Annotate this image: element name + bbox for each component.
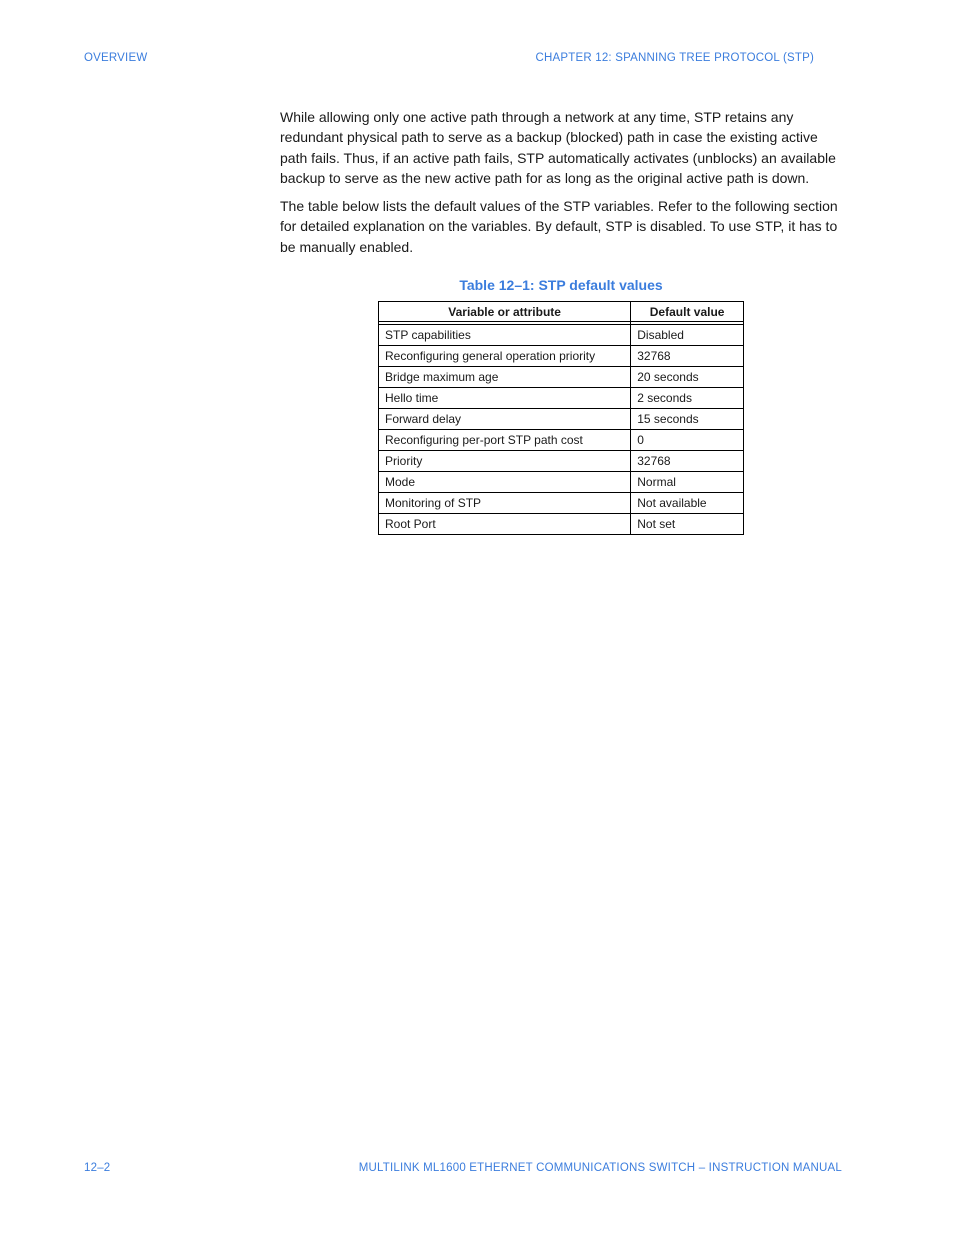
stp-defaults-table <box>378 301 744 535</box>
table-caption: Table 12–1: STP default values <box>459 277 663 293</box>
table-cell-value: 15 seconds <box>631 409 744 430</box>
running-header-section: OVERVIEW <box>84 52 148 64</box>
table-row <box>379 430 744 451</box>
table-cell-value: 32768 <box>631 451 744 472</box>
table-cell-variable: Hello time <box>379 388 631 409</box>
body-paragraph-1: While allowing only one active path through a network at any time, STP retains any redundant physical path to serve as a backup (blocked) path in case the existing active path fails. Thus, if an active path fails, STP automatically activates (unblocks) an available backup to serve as the new active path for as long as the original active path is down. <box>280 109 836 186</box>
running-header-chapter: CHAPTER 12: SPANNING TREE PROTOCOL (STP) <box>535 52 814 64</box>
table-cell-variable: Reconfiguring per-port STP path cost <box>379 430 631 451</box>
body-paragraph-2: The table below lists the default values of the STP variables. Refer to the following section for detailed explanation on the variables. By default, STP is disabled. To use STP, it has to be manually enabled. <box>280 198 838 255</box>
table-row <box>379 346 744 367</box>
table-cell-value: Not available <box>631 493 744 514</box>
table-cell-value: Not set <box>631 514 744 535</box>
body-text <box>280 107 846 265</box>
table-row <box>379 325 744 346</box>
column-header-variable: Variable or attribute <box>379 302 631 322</box>
table-cell-value: 0 <box>631 430 744 451</box>
table-cell-variable: Root Port <box>379 514 631 535</box>
table-header-row <box>379 302 744 322</box>
table-cell-variable: Bridge maximum age <box>379 367 631 388</box>
table-cell-variable: STP capabilities <box>379 325 631 346</box>
table-row <box>379 472 744 493</box>
table-cell-value: 2 seconds <box>631 388 744 409</box>
table-cell-value: 20 seconds <box>631 367 744 388</box>
column-header-default: Default value <box>631 302 744 322</box>
table-row <box>379 451 744 472</box>
table-row <box>379 514 744 535</box>
table-cell-variable: Reconfiguring general operation priority <box>379 346 631 367</box>
table-row <box>379 388 744 409</box>
table-cell-variable: Monitoring of STP <box>379 493 631 514</box>
table-row <box>379 409 744 430</box>
table-cell-variable: Priority <box>379 451 631 472</box>
table-cell-value: Disabled <box>631 325 744 346</box>
table-cell-variable: Mode <box>379 472 631 493</box>
table-cell-value: Normal <box>631 472 744 493</box>
table-cell-variable: Forward delay <box>379 409 631 430</box>
running-footer-title: MULTILINK ML1600 ETHERNET COMMUNICATIONS SWITCH – INSTRUCTION MANUAL <box>358 1162 842 1174</box>
table-row <box>379 367 744 388</box>
table-cell-value: 32768 <box>631 346 744 367</box>
page-number: 12–2 <box>84 1162 111 1174</box>
table-row <box>379 493 744 514</box>
